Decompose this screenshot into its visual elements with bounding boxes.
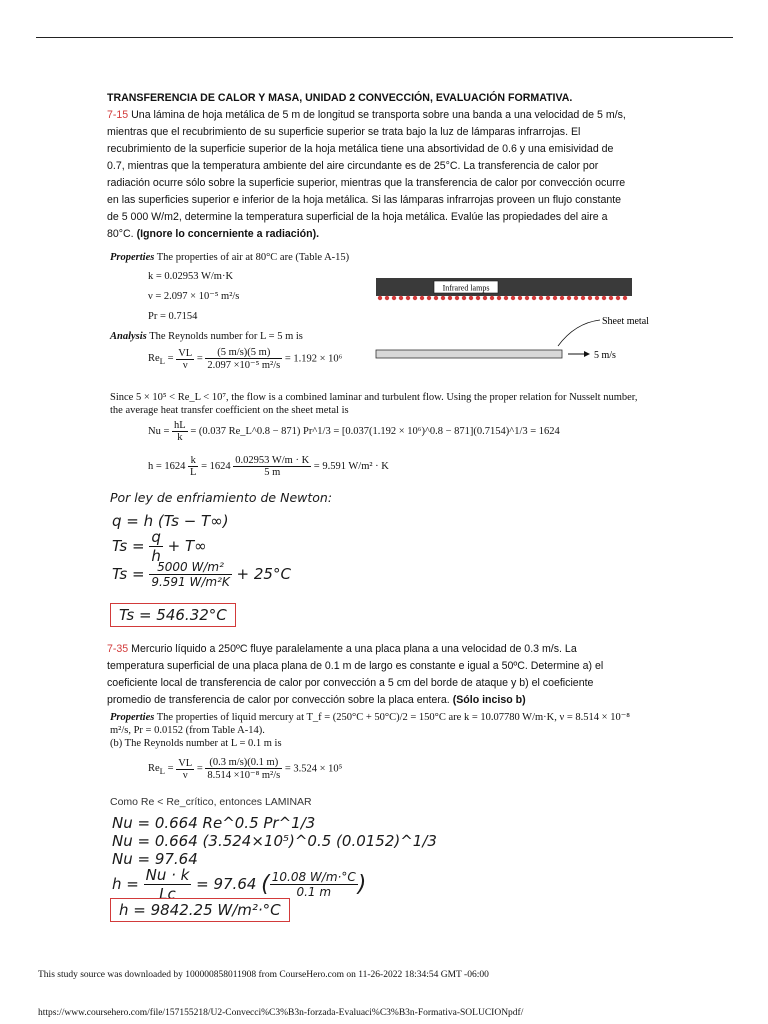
conveyor-diagram: [370, 270, 670, 370]
lamp-dot: [539, 296, 543, 300]
lamp-dot: [441, 296, 445, 300]
lamp-dot: [609, 296, 613, 300]
handwritten-newton-law: Por ley de enfriamiento de Newton:: [110, 490, 333, 505]
lamp-dot: [434, 296, 438, 300]
lamp-dot: [518, 296, 522, 300]
lamp-dot: [462, 296, 466, 300]
handwritten-nu-substitution: Nu = 0.664 (3.524×10⁵)^0.5 (0.0152)^1/3: [112, 832, 437, 850]
nusselt-equation: Nu = $\frac{hL}{k}$ = (0.037 Re_L^0.8 − 871) Pr^1/3 = [0.037(1.192 × 10⁶)^0.8 − 871](0.7154)^1/3 = 1624: [148, 420, 560, 443]
property-k: k = 0.02953 W/m·K: [148, 271, 234, 282]
lamp-dot: [469, 296, 473, 300]
lamp-dot: [595, 296, 599, 300]
lamp-dot: [553, 296, 557, 300]
problem-number: 7-15: [107, 109, 129, 121]
answer-box-h: h = 9842.25 W/m²·°C: [110, 898, 290, 922]
laminar-note: Como Re < Re_crítico, entonces LAMINAR: [110, 796, 312, 808]
infrared-lamp-bar: [376, 278, 632, 296]
document-title: TRANSFERENCIA DE CALOR Y MASA, UNIDAD 2 CONVECCIÓN, EVALUACIÓN FORMATIVA.: [107, 92, 573, 104]
lamp-dot: [399, 296, 403, 300]
lamp-dot: [560, 296, 564, 300]
properties-line: Properties The properties of air at 80°C are (Table A-15): [110, 252, 350, 263]
lamp-dot: [497, 296, 501, 300]
handwritten-ts-substitution: Ts = $\frac{\text{5000 W/m²}}{\text{9.591 W/m²K}}$ + 25°C: [112, 560, 291, 589]
lamp-dot: [511, 296, 515, 300]
handwritten-q-equation: q = h (Ts − T∞): [112, 512, 229, 530]
answer-box-ts: Ts = 546.32°C: [110, 603, 236, 627]
speed-label: 5 m/s: [594, 350, 616, 361]
problem-7-35-statement: 7-35 Mercurio líquido a 250ºC fluye paralelamente a una placa plana a una velocidad de 0.3 m/s. La temperatura superficial de una placa plana de 0.1 m de largo es constante e igual a 50ºC. Determine a) el coeficiente local de transferencia de calor por convección a 5 cm del borde de ataque y b) el coeficiente promedio de transferencia de calor por convección sobre la placa entera. (Sólo inciso b): [107, 643, 604, 706]
problem-number: 7-35: [107, 643, 129, 655]
lamp-dot: [406, 296, 410, 300]
velocity-arrow-head: [584, 351, 590, 357]
lamp-dot: [455, 296, 459, 300]
sheet-metal: [376, 350, 562, 358]
lamp-dot: [546, 296, 550, 300]
lamp-dot: [602, 296, 606, 300]
lamp-dot: [413, 296, 417, 300]
sheet-metal-label: Sheet metal: [602, 316, 649, 327]
download-notice: This study source was downloaded by 100000858011908 from CourseHero.com on 11-26-2022 18:34:54 GMT -06:00: [38, 970, 489, 980]
handwritten-nu-result: Nu = 97.64: [112, 850, 198, 868]
lamp-dot: [385, 296, 389, 300]
since-paragraph: Since 5 × 10⁵ < Re_L < 10⁷, the flow is a combined laminar and turbulent flow. Using the proper relation for Nusselt number, the average heat transfer coefficient on the sheet metal is: [110, 392, 638, 416]
lamp-dot: [574, 296, 578, 300]
property-nu: ν = 2.097 × 10⁻⁵ m²/s: [148, 291, 240, 302]
handwritten-h-formula: h = $\frac{Nu \cdot k}{Lc}$ = 97.64 ( $\frac{10.08 W/m\cdot^\circ C}{0.1 m}$ ): [112, 866, 367, 903]
handwritten-nu-formula: Nu = 0.664 Re^0.5 Pr^1/3: [112, 814, 316, 832]
lamp-dot: [532, 296, 536, 300]
lamp-dot: [588, 296, 592, 300]
lamp-dot: [420, 296, 424, 300]
reynolds-equation-2: $Re_L$ = $\frac{VL}{\nu}$ = $\frac{(0.3 m/s)(0.1 m)}{\text{8.514 ×10⁻⁸ m²/s}}$ = 3.524 × 10⁵: [148, 757, 343, 781]
lamp-dot: [490, 296, 494, 300]
lamp-dot: [483, 296, 487, 300]
lamp-dot: [427, 296, 431, 300]
lamp-dot: [567, 296, 571, 300]
problem-7-15-statement: 7-15 Una lámina de hoja metálica de 5 m de longitud se transporta sobre una banda a una velocidad de 5 m/s, mientras que el recubrimiento de su superficie superior se trata bajo la luz de lámparas infrarrojas. El recubrimiento de la superficie superior de la hoja metálica tiene una absortividad de 0.6 y una emisividad de 0.7, mientras que la temperatura ambiente del aire circundante es de 25°C. La transferencia de calor por radiación ocurre sólo sobre la superficie superior, mientras que la transferencia de calor por convección ocurre en las superficies superior e inferior de la hoja metálica. Si las lámparas infrarrojas proveen un flujo constante de 5 000 W/m2, determine la temperatura superficial de la hoja metálica. Evalúe las propiedades del aire a 80°C. (Ignore lo concerniente a radiación).: [107, 109, 626, 240]
lamp-dot: [616, 296, 620, 300]
reynolds-equation-1: $Re_L$ = $\frac{VL}{\nu}$ = $\frac{(5 m/s)(5 m)}{\text{2.097 ×10⁻⁵ m²/s}}$ = 1.192 × 10⁶: [148, 347, 343, 371]
lamp-dots: [378, 296, 627, 300]
source-url[interactable]: https://www.coursehero.com/file/157155218/U2-Convecci%C3%B3n-forzada-Evaluaci%C3%B3n-Formativa-SOLUCIONpdf/: [38, 1008, 524, 1018]
lamp-dot: [392, 296, 396, 300]
lamp-dot: [525, 296, 529, 300]
lamp-dot: [504, 296, 508, 300]
mercury-properties: Properties The properties of liquid mercury at T_f = (250°C + 50°C)/2 = 150°C are k = 10.07780 W/m·K, ν = 8.514 × 10⁻⁸ m²/s, Pr = 0.0152 (from Table A-14). (b) The Reynolds number at L = 0.1 m is: [110, 712, 630, 749]
lamp-label: Infrared lamps: [442, 283, 490, 293]
property-pr: Pr = 0.7154: [148, 311, 198, 322]
lamp-dot: [448, 296, 452, 300]
lamp-dot: [476, 296, 480, 300]
h-equation: h = 1624 $\frac{k}{L}$ = 1624 $\frac{0.02953 W/m \cdot K}{5 m}$ = 9.591 W/m² · K: [148, 455, 389, 478]
top-rule: [36, 37, 733, 38]
handwritten-ts-formula: Ts = $\frac{q}{h}$ + T∞: [112, 528, 207, 565]
analysis-line: Analysis The Reynolds number for L = 5 m is: [110, 331, 303, 342]
lamp-dot: [623, 296, 627, 300]
lamp-dot: [378, 296, 382, 300]
sheet-leader-line: [558, 320, 600, 346]
lamp-dot: [581, 296, 585, 300]
